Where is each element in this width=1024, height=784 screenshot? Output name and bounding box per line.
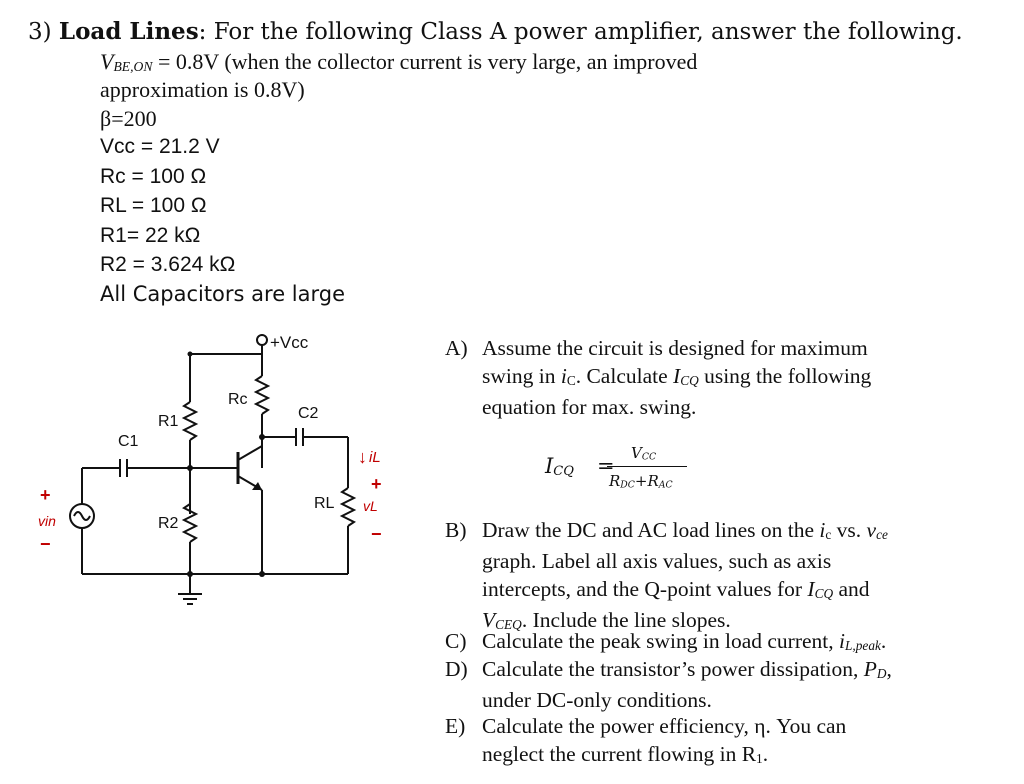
- vl-label: vL: [363, 498, 378, 514]
- question-c: [445, 628, 1015, 656]
- question-d-line2: under DC-only conditions.: [482, 688, 712, 713]
- problem-intro: : For the following Class A power amplifier, answer the following.: [198, 19, 963, 45]
- sine-wave-icon: [74, 512, 90, 520]
- question-e-line1: Calculate the power efficiency, η. You can: [482, 714, 847, 738]
- question-d-label: D): [445, 657, 468, 681]
- vl-minus: −: [371, 524, 382, 544]
- problem-heading: Load Lines: [58, 18, 199, 45]
- qb-l3d: and: [833, 576, 870, 601]
- qc-l1d: .: [880, 629, 887, 653]
- question-a-line3: equation for max. swing.: [482, 394, 697, 419]
- question-d-body: [482, 656, 892, 715]
- given-rl: RL = 100 Ω: [100, 194, 207, 217]
- given-r1: R1= 22 kΩ: [100, 224, 201, 247]
- eq-den-a: R: [609, 472, 621, 490]
- vcc-terminal: [257, 335, 267, 345]
- question-b-label: B): [445, 518, 467, 542]
- qc-l1a: Calculate the peak swing in load current,: [482, 629, 840, 653]
- vcc-label: +Vcc: [270, 333, 309, 352]
- amplifier-schematic: [30, 318, 410, 608]
- junction-dot: [259, 434, 265, 440]
- qb-l1e: v: [866, 518, 877, 542]
- given-vcc: Vcc = 21.2 V: [100, 135, 220, 158]
- qa-l2c: C: [566, 372, 576, 388]
- qa-l2g: using the following: [698, 363, 872, 388]
- qd-l1a: Calculate the transistor’s power dissipation,: [482, 657, 864, 681]
- question-a-body: [482, 335, 871, 421]
- il-label: iL: [369, 449, 381, 466]
- vl-plus: +: [371, 474, 382, 494]
- question-e: [445, 713, 1015, 769]
- question-a: [445, 335, 1005, 425]
- question-b-line2: graph. Label all axis values, such as axis: [482, 549, 832, 574]
- qa-l2a: swing in: [482, 363, 561, 388]
- eq-num-sym: V: [631, 444, 642, 462]
- given-r2: R2 = 3.624 kΩ: [100, 253, 236, 276]
- eq-lhs: [545, 454, 574, 479]
- eq-lhs-sub: CQ: [553, 463, 574, 479]
- question-d: [445, 656, 1015, 712]
- question-b: [445, 517, 1015, 633]
- r2-label: R2: [158, 515, 179, 532]
- r1-label: R1: [158, 413, 179, 430]
- junction-dot: [259, 571, 265, 577]
- vbe-subscript: BE,ON: [113, 59, 153, 75]
- eq-den-b-sub: AC: [658, 479, 673, 491]
- qe-l2a: neglect the current flowing in R: [482, 741, 757, 766]
- eq-den-a-sub: DC: [620, 479, 635, 491]
- eq-den-plus: +: [634, 472, 648, 490]
- question-c-body: [482, 628, 886, 659]
- eq-numerator: [631, 444, 656, 462]
- given-beta: β=200: [100, 106, 157, 131]
- question-b-line3: [482, 576, 888, 607]
- qb-l4b: CEQ: [495, 617, 522, 633]
- qb-l3b: I: [807, 576, 815, 601]
- eq-fraction-bar: [607, 466, 687, 467]
- rc-resistor: [256, 376, 268, 414]
- eq-num-sub: CC: [641, 451, 657, 463]
- question-a-line2: [482, 363, 871, 394]
- qa-l2e: I: [673, 363, 681, 388]
- transistor-collector: [238, 446, 262, 460]
- question-e-line2: [482, 741, 846, 772]
- c1-label: C1: [118, 433, 139, 450]
- junction-dot: [188, 352, 193, 357]
- qb-l1b: i: [819, 518, 826, 542]
- given-vbe-cont: approximation is 0.8V): [100, 77, 305, 102]
- r1-resistor: [184, 402, 196, 440]
- vbe-text: = 0.8V (when the collector current is very large, an improved: [152, 49, 698, 74]
- qd-l1d: ,: [886, 657, 892, 681]
- question-c-label: C): [445, 629, 467, 653]
- question-a-label: A): [445, 336, 468, 360]
- rl-resistor: [342, 488, 354, 526]
- qb-l3c: CQ: [814, 585, 834, 601]
- question-b-body: [482, 517, 888, 639]
- qe-l2b: 1: [756, 750, 763, 766]
- qb-l1c: c: [825, 526, 832, 542]
- vin-plus: +: [40, 485, 51, 505]
- qd-l1b: P: [863, 657, 877, 681]
- question-e-body: [482, 713, 846, 772]
- vbe-symbol: V: [100, 49, 114, 74]
- qc-l1b: i: [839, 629, 846, 653]
- il-arrow: ↓: [358, 447, 367, 467]
- qd-l1c: D: [876, 665, 887, 681]
- given-vbe: [100, 49, 697, 75]
- eq-denominator: [609, 472, 673, 490]
- qb-l4a: V: [482, 608, 496, 633]
- qb-l4c: . Include the line slopes.: [521, 608, 731, 633]
- question-e-label: E): [445, 714, 466, 738]
- rc-label: Rc: [228, 391, 248, 408]
- question-d-line1: [482, 656, 892, 687]
- rl-label: RL: [314, 495, 335, 512]
- qb-l1d: vs.: [831, 518, 867, 542]
- qb-l3a: intercepts, and the Q-point values for: [482, 576, 808, 601]
- given-rc: Rc = 100 Ω: [100, 165, 207, 188]
- problem-title: [28, 18, 963, 45]
- qa-l2d: . Calculate: [575, 363, 674, 388]
- question-b-line1: [482, 517, 888, 548]
- question-a-line1: Assume the circuit is designed for maximum: [482, 336, 868, 360]
- vin-label: vin: [38, 513, 56, 529]
- qc-l1c: L,peak: [845, 637, 881, 653]
- eq-equals: =: [597, 454, 615, 478]
- vin-minus: −: [40, 534, 51, 554]
- problem-number: 3): [28, 19, 52, 45]
- qe-l2c: .: [762, 741, 769, 766]
- qa-l2b: i: [560, 363, 567, 388]
- qb-l1a: Draw the DC and AC load lines on the: [482, 518, 820, 542]
- junction-dot: [187, 571, 193, 577]
- qb-l1f: ce: [876, 526, 888, 542]
- junction-dot: [187, 465, 193, 471]
- c2-label: C2: [298, 405, 319, 422]
- eq-den-b: R: [647, 472, 659, 490]
- eq-lhs-sym: I: [545, 454, 554, 478]
- given-caps: All Capacitors are large: [100, 282, 346, 306]
- qa-l2f: CQ: [680, 372, 699, 388]
